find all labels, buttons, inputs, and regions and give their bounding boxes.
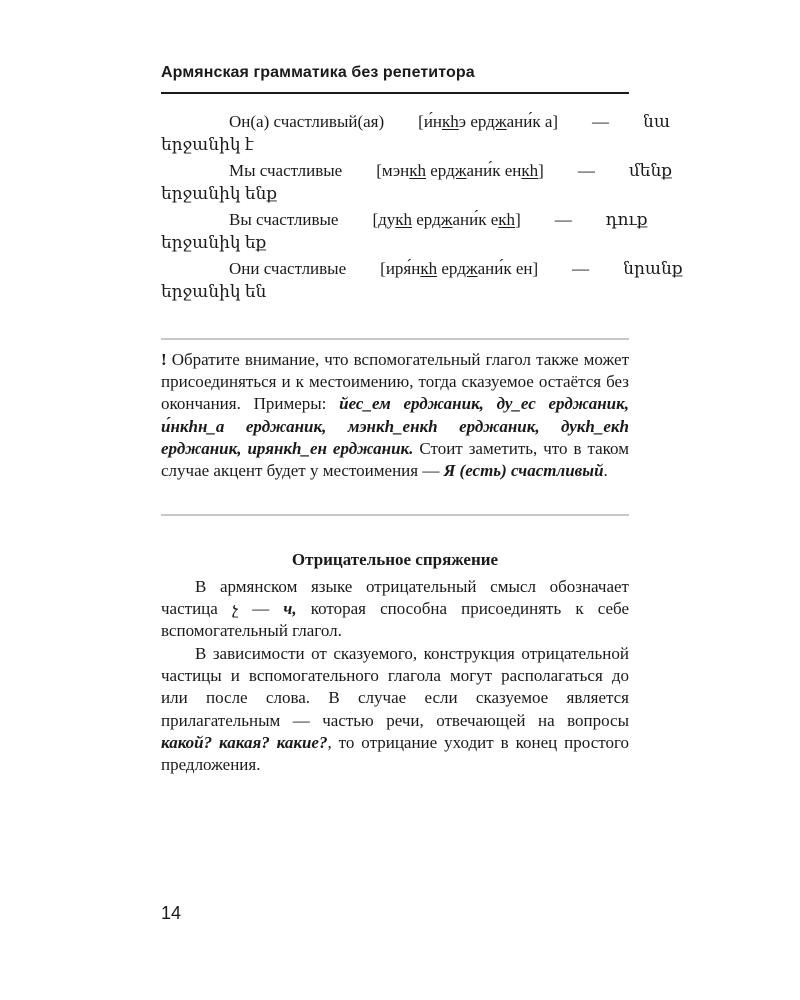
section-title: Отрицательное спряжение bbox=[291, 550, 499, 569]
note-text: Обратите внимание, что вспомогательный глагол также может присоединяться и к местоимению, тогда сказуемое остаётся без окончания. Примеры: bbox=[161, 350, 629, 414]
note-emphasis: Я (есть) счастливый bbox=[443, 461, 604, 481]
example-line bbox=[161, 111, 670, 133]
paragraph: В армянском языке отрицательный смысл обозначает частица չ — ч, которая способна присоединять к себе вспомогательный глагол. bbox=[161, 577, 629, 641]
example-russian: Он(а) счастливый(ая) bbox=[229, 112, 385, 131]
example-armenian-start: նա bbox=[643, 112, 670, 131]
running-header: Армянская грамматика без репетитора bbox=[161, 64, 475, 81]
example-item bbox=[161, 258, 683, 303]
example-armenian-start: նրանք bbox=[623, 259, 683, 278]
example-dash: — bbox=[577, 161, 595, 180]
example-dash: — bbox=[554, 210, 572, 229]
example-russian: Вы счастливые bbox=[229, 210, 339, 229]
armenian-particle: չ bbox=[231, 599, 239, 619]
example-line bbox=[161, 160, 673, 182]
example-item bbox=[161, 111, 670, 156]
note-examples: йес_ем ерджаник, ду_ес ерджаник, и́нкhн_а ерджаник, мэнкh_енкh ерджаник, дукh_екh ерджаник, ирянкh_ен ерджаник. bbox=[161, 394, 629, 458]
example-item bbox=[161, 160, 673, 205]
example-armenian-end: երջանիկ են bbox=[161, 282, 267, 301]
example-russian: Они счастливые bbox=[229, 259, 347, 278]
paragraph: В зависимости от сказуемого, конструкция отрицательной частицы и вспомогательного глагола могут располагаться до или после слова. В случае если сказуемое является прилагательным — частью речи, отвечающей на вопросы какой? какая? какие?, то отрицание уходит в конец простого предложения. bbox=[161, 644, 630, 775]
example-transcription: [иря́нкh ерджани́к ен] bbox=[380, 259, 539, 278]
example-dash: — bbox=[572, 259, 590, 278]
note-box bbox=[161, 349, 629, 482]
page-number: 14 bbox=[161, 903, 182, 923]
example-armenian-end: երջանիկ ենք bbox=[161, 184, 278, 203]
example-russian: Мы счастливые bbox=[229, 161, 343, 180]
note-text: . bbox=[603, 461, 608, 481]
example-armenian-start: դուք bbox=[605, 210, 648, 229]
example-line bbox=[161, 209, 648, 231]
example-armenian-end: երջանիկ է bbox=[161, 135, 254, 154]
example-line bbox=[161, 258, 683, 280]
note-bottom-rule bbox=[161, 514, 629, 516]
example-transcription: [мэнкh ерджани́к енкh] bbox=[376, 161, 544, 180]
example-armenian-start: մենք bbox=[628, 161, 673, 180]
note-exclamation: ! bbox=[161, 350, 167, 369]
question-words: какой? какая? какие? bbox=[161, 732, 328, 752]
example-armenian-end: երջանիկ եք bbox=[161, 233, 267, 252]
example-transcription: [дукh ерджани́к екh] bbox=[372, 210, 521, 229]
particle-transcription: ч, bbox=[283, 599, 297, 619]
header-divider bbox=[161, 92, 629, 94]
example-dash: — bbox=[592, 112, 610, 131]
example-transcription: [и́нкhэ ерджани́к а] bbox=[418, 112, 559, 131]
example-item bbox=[161, 209, 648, 254]
note-top-rule bbox=[161, 338, 629, 340]
note-text: Стоит заметить, что в таком случае акцент будет у местоимения — bbox=[161, 438, 629, 481]
